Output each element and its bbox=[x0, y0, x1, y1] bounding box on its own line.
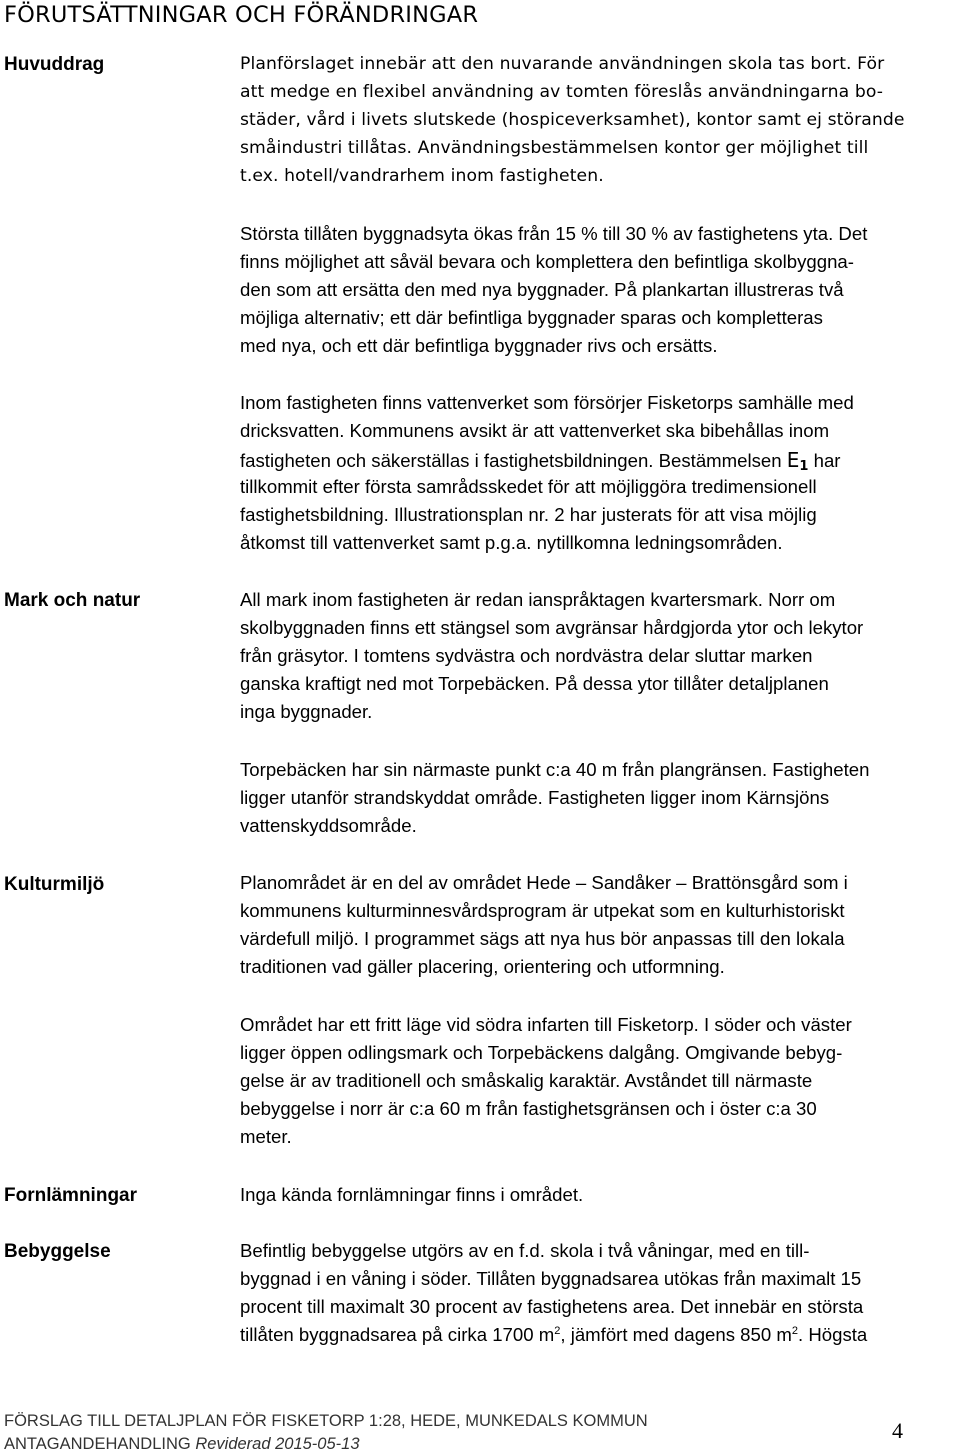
section-label-fornlamningar: Fornlämningar bbox=[4, 1185, 138, 1206]
huvuddrag-p3-text: har bbox=[808, 450, 841, 471]
kultur-p1-line: traditionen vad gäller placering, orientering och utformning. bbox=[240, 956, 725, 977]
section-label-bebyggelse: Bebyggelse bbox=[4, 1241, 111, 1262]
huvuddrag-p3-line bbox=[240, 448, 841, 474]
section-label-mark-och-natur: Mark och natur bbox=[4, 590, 141, 611]
huvuddrag-p3-text: fastigheten och säkerställas i fastighetsbildningen. Bestämmelsen bbox=[240, 450, 787, 471]
mark-p2-line: vattenskyddsområde. bbox=[240, 815, 417, 836]
bebyggelse-line: procent till maximalt 30 procent av fastighetens area. Det innebär en största bbox=[240, 1296, 864, 1317]
mark-p1-line: ganska kraftigt ned mot Torpebäcken. På dessa ytor tillåter detaljplanen bbox=[240, 673, 829, 694]
huvuddrag-p3-line: fastighetsbildning. Illustrationsplan nr. 2 har justerats för att visa möjlig bbox=[240, 504, 817, 525]
footer-status-label: ANTAGANDEHANDLING bbox=[4, 1435, 196, 1453]
provision-e1 bbox=[787, 448, 809, 472]
section-label-kulturmiljo: Kulturmiljö bbox=[4, 874, 105, 895]
mark-p1-line: All mark inom fastigheten är redan ianspråktagen kvartersmark. Norr om bbox=[240, 589, 836, 610]
huvuddrag-p2-line: Största tillåten byggnadsyta ökas från 15 % till 30 % av fastighetens yta. Det bbox=[240, 223, 868, 244]
huvuddrag-p1-line: t.ex. hotell/vandrarhem inom fastigheten. bbox=[240, 166, 604, 186]
bebyggelse-line bbox=[240, 1324, 867, 1346]
huvuddrag-p3-line: åtkomst till vattenverket samt p.g.a. nytillkomna ledningsområden. bbox=[240, 532, 783, 553]
kultur-p2-line: meter. bbox=[240, 1126, 292, 1147]
mark-p1-line: skolbyggnaden finns ett stängsel som avgränsar hårdgjorda ytor och lekytor bbox=[240, 617, 864, 638]
huvuddrag-p1-line: städer, vård i livets slutskede (hospiceverksamhet), kontor samt ej störande bbox=[240, 110, 905, 130]
bebyggelse-text: , jämfört med dagens 850 m bbox=[560, 1324, 792, 1345]
footer-status bbox=[4, 1435, 360, 1454]
huvuddrag-p1-line: att medge en flexibel användning av tomten föreslås användningarna bo- bbox=[240, 82, 884, 102]
bebyggelse-text: tillåten byggnadsarea på cirka 1700 m bbox=[240, 1324, 555, 1345]
bebyggelse-line: Befintlig bebyggelse utgörs av en f.d. skola i två våningar, med en till- bbox=[240, 1240, 810, 1261]
huvuddrag-p3-line: tillkommit efter första samrådsskedet för att möjliggöra tredimensionell bbox=[240, 476, 817, 497]
kultur-p2-line: bebyggelse i norr är c:a 60 m från fastighetsgränsen och i öster c:a 30 bbox=[240, 1098, 817, 1119]
huvuddrag-p2-line: möjliga alternativ; ett där befintliga byggnader sparas och kompletteras bbox=[240, 307, 823, 328]
mark-p2-line: ligger utanför strandskyddat område. Fastigheten ligger inom Kärnsjöns bbox=[240, 787, 830, 808]
fornl-text: Inga kända fornlämningar finns i området. bbox=[240, 1184, 584, 1205]
superscript-2: 2 bbox=[791, 1325, 798, 1337]
bebyggelse-line: byggnad i en våning i söder. Tillåten byggnadsarea utökas från maximalt 15 bbox=[240, 1268, 862, 1289]
kultur-p1-line: kommunens kulturminnesvårdsprogram är utpekat som en kulturhistoriskt bbox=[240, 900, 845, 921]
footer-revision-date: Reviderad 2015-05-13 bbox=[195, 1435, 360, 1453]
mark-p1-line: inga byggnader. bbox=[240, 701, 373, 722]
mark-p2-line: Torpebäcken har sin närmaste punkt c:a 40 m från plangränsen. Fastigheten bbox=[240, 759, 870, 780]
footer-document-title: FÖRSLAG TILL DETALJPLAN FÖR FISKETORP 1:28, HEDE, MUNKEDALS KOMMUN bbox=[4, 1412, 648, 1430]
huvuddrag-p1-line: Planförslaget innebär att den nuvarande användningen skola tas bort. För bbox=[240, 54, 885, 74]
section-label-huvuddrag: Huvuddrag bbox=[4, 54, 105, 75]
huvuddrag-p1-line: småindustri tillåtas. Användningsbestämmelsen kontor ger möjlighet till bbox=[240, 138, 869, 158]
huvuddrag-p2-line: den som att ersätta den med nya byggnader. På plankartan illustreras två bbox=[240, 279, 844, 300]
kultur-p1-line: värdefull miljö. I programmet sägs att nya hus bör anpassas till den lokala bbox=[240, 928, 845, 949]
kultur-p2-line: ligger öppen odlingsmark och Torpebäckens dalgång. Omgivande bebyg- bbox=[240, 1042, 843, 1063]
provision-e1-letter: E bbox=[786, 448, 800, 472]
huvuddrag-p3-line: Inom fastigheten finns vattenverket som försörjer Fisketorps samhälle med bbox=[240, 392, 854, 413]
mark-p1-line: från gräsytor. I tomtens sydvästra och nordvästra delar sluttar marken bbox=[240, 645, 813, 666]
kultur-p1-line: Planområdet är en del av området Hede – Sandåker – Brattönsgård som i bbox=[240, 872, 848, 893]
huvuddrag-p2-line: med nya, och ett där befintliga byggnader rivs och ersätts. bbox=[240, 335, 718, 356]
huvuddrag-p3-line: dricksvatten. Kommunens avsikt är att vattenverket ska bibehållas inom bbox=[240, 420, 830, 441]
bebyggelse-text: . Högsta bbox=[798, 1324, 868, 1345]
kultur-p2-line: gelse är av traditionell och småskalig karaktär. Avståndet till närmaste bbox=[240, 1070, 813, 1091]
kultur-p2-line: Området har ett fritt läge vid södra infarten till Fisketorp. I söder och väster bbox=[240, 1014, 852, 1035]
provision-e1-subscript: 1 bbox=[799, 459, 809, 474]
page-number: 4 bbox=[892, 1418, 903, 1443]
page-title: FÖRUTSÄTTNINGAR OCH FÖRÄNDRINGAR bbox=[4, 2, 479, 28]
huvuddrag-p2-line: finns möjlighet att såväl bevara och komplettera den befintliga skolbyggna- bbox=[240, 251, 854, 272]
superscript-2: 2 bbox=[554, 1325, 561, 1337]
